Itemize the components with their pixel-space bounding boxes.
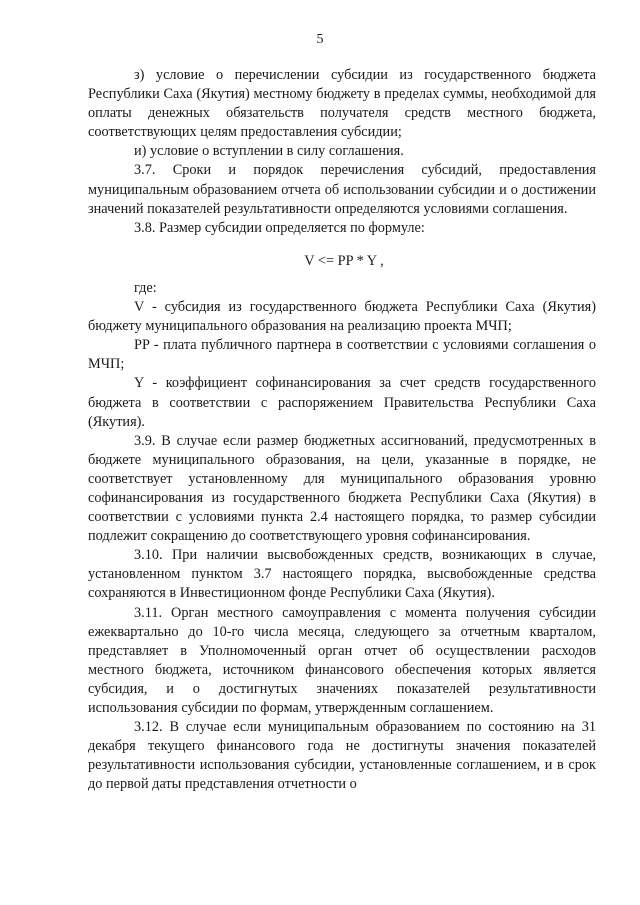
paragraph-i: и) условие о вступлении в силу соглашения. — [134, 143, 404, 160]
paragraph-3-7: 3.7. Сроки и порядок перечисления субсидий, предоставления муниципальным образованием отчета об использовании субсидии и о достижении значений показателей результативности определяются условиями соглашения. — [88, 162, 596, 217]
paragraph-z: з) условие о перечислении субсидии из государственного бюджета Республики Саха (Якутия) местному бюджету в пределах суммы, необходимой для оплаты денежных обязательств получателя средств местного бюджета, соответствующих целям предоставления субсидии; — [88, 67, 596, 141]
paragraph-3-11: 3.11. Орган местного самоуправления с момента получения субсидии ежеквартально до 10-го числа месяца, следующего за отчетным кварталом, представляет в Уполномоченный орган отчет об осуществлении расходов местного бюджета, источником финансового обеспечения которых является субсидия, и о достигнутых значениях показателей результативности использования субсидии по формам, утвержденным соглашением. — [88, 604, 596, 716]
paragraph-3-9: 3.9. В случае если размер бюджетных ассигнований, предусмотренных в бюджете муниципального образования, на цели, указанные в порядке, не соответствует установленному для муниципального образования уровню софинансирования из государственного бюджета Республики Саха (Якутия) в соответствии с условиями пункта 2.4 настоящего порядка, то размер субсидии подлежит сокращению до соответствующего уровня софинансирования. — [88, 432, 596, 545]
definition-pp: PP - плата публичного партнера в соответствии с условиями соглашения о МЧП; — [88, 337, 596, 373]
paragraph-3-8: 3.8. Размер субсидии определяется по формуле: — [134, 219, 425, 236]
where-label: где: — [134, 279, 157, 296]
formula: V <= PP * Y , — [304, 252, 384, 269]
definition-y: Y - коэффициент софинансирования за счет средств государственного бюджета в соответствии с распоряжением Правительства Республики Саха (Якутия). — [88, 375, 596, 430]
document-body — [88, 66, 596, 794]
page-number: 5 — [316, 32, 324, 47]
definition-v: V - субсидия из государственного бюджета Республики Саха (Якутия) бюджету муниципального образования на реализацию проекта МЧП; — [88, 299, 596, 335]
paragraph-3-10: 3.10. При наличии высвобожденных средств, возникающих в случае, установленном пунктом 3.7 настоящего порядка, высвобожденные средства сохраняются в Инвестиционном фонде Республики Саха (Якутия). — [88, 547, 596, 602]
paragraph-3-12: 3.12. В случае если муниципальным образованием по состоянию на 31 декабря текущего финансового года не достигнуты значения показателей результативности использования субсидии, установленные соглашением, и в срок до первой даты представления отчетности о — [88, 719, 596, 793]
